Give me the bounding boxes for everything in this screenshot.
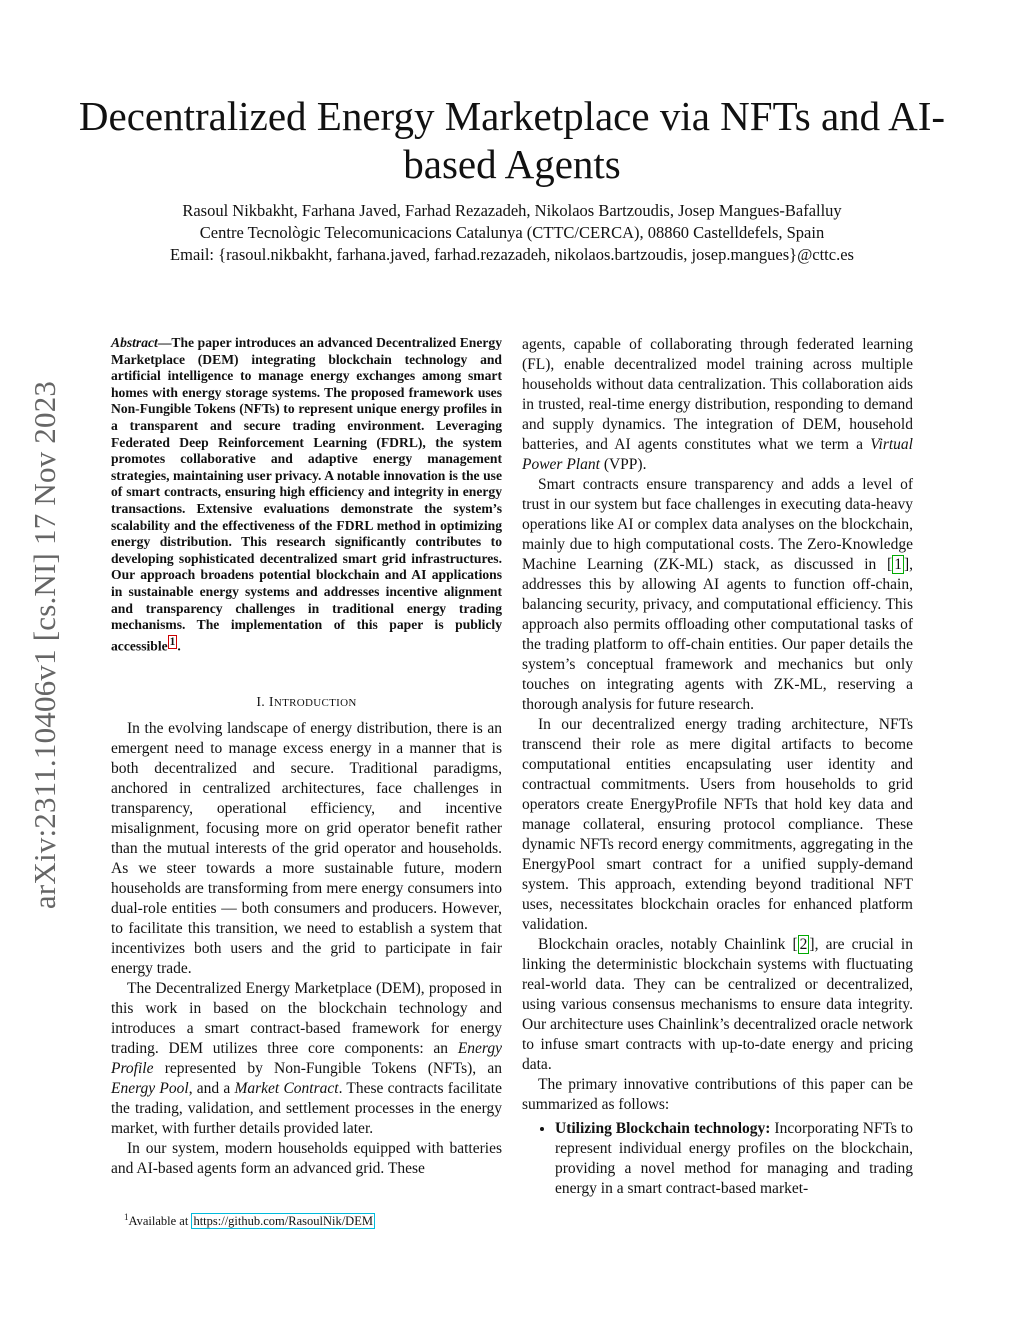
- author-emails: Email: {rasoul.nikbakht, farhana.javed, farhad.rezazadeh, nikolaos.bartzoudis, josep.mangues}@cttc.es: [170, 245, 854, 264]
- author-block: [60, 200, 964, 266]
- contribution-list: [522, 1119, 913, 1199]
- intro-paragraph-3: In our system, modern households equipped with batteries and AI-based agents form an advanced grid. These: [111, 1139, 502, 1177]
- term-energy-profile: Energy Profile: [111, 1039, 502, 1077]
- paper-title: Decentralized Energy Marketplace via NFTs and AI-based Agents: [78, 93, 946, 187]
- abstract-text: —The paper introduces an advanced Decentralized Energy Marketplace (DEM) integrating blockchain technology and artificial intelligence to manage energy exchanges among smart homes with energy storage systems. The proposed framework uses Non-Fungible Tokens (NFTs) to represent unique energy profiles in a transparent and secure trading environment. Leveraging Federated Deep Reinforcement Learning (FDRL), the system promotes collaborative and adaptive energy management strategies, maintaining user privacy. A notable innovation is the use of smart contracts, ensuring high efficiency and integrity in energy transactions. Extensive evaluations demonstrate the system’s scalability and the effectiveness of the FDRL method in optimizing energy distribution. This research significantly contributes to developing sophisticated decentralized smart grid infrastructures. Our approach broadens potential blockchain and AI applications in sustainable energy systems and addresses incentive alignment and transparency challenges in traditional energy trading mechanisms. The implementation of this paper is publicly accessible: [111, 335, 502, 654]
- right-paragraph-5: The primary innovative contributions of this paper can be summarized as follows:: [522, 1076, 913, 1113]
- arxiv-identifier: arXiv:2311.10406v1 [cs.NI] 17 Nov 2023: [27, 380, 62, 910]
- right-paragraph-2: Smart contracts ensure transparency and adds a level of trust in our system but face challenges in executing data-heavy operations like AI or complex data analyses on the blockchain, mainly due to high computational costs. The Zero-Knowledge Machine Learning (ZK-ML) stack, as discussed in [ 1 ], addresses this by allowing AI agents to function off-chain, balancing security, privacy, and computational efficiency. This approach also permits offloading other computational tasks of the trading platform to off-chain entities. Our paper details the system’s conceptual framework and mechanics but only touches on integrating agents with ZK-ML, reserving a thorough analysis for future research.: [522, 476, 913, 713]
- abstract: [111, 335, 502, 655]
- arxiv-sidebar: [21, 350, 69, 940]
- abstract-label: Abstract: [111, 335, 158, 350]
- github-link[interactable]: https://github.com/RasoulNik/DEM: [193, 1214, 373, 1229]
- affiliation: Centre Tecnològic Telecomunicacions Catalunya (CTTC/CERCA), 08860 Castelldefels, Spain: [199, 223, 825, 242]
- section-number: I.: [256, 694, 266, 710]
- section-title-initial: I: [268, 694, 274, 710]
- footnote-text: Available at: [128, 1214, 192, 1229]
- abstract-end: .: [177, 638, 181, 654]
- section-title-rest: NTRODUCTION: [273, 696, 357, 709]
- footnote-link[interactable]: 1: [169, 635, 176, 648]
- intro-paragraph-2: The Decentralized Energy Marketplace (DEM), proposed in this work in based on the blockchain technology and introduces a smart contract-based framework for energy trading. DEM utilizes three core components: an Energy Profile represented by Non-Fungible Tokens (NFTs), an Energy Pool, and a Market Contract. These contracts facilitate the trading, validation, and settlement processes in the energy market, with further details provided later.: [111, 979, 502, 1137]
- section-heading-introduction: [111, 695, 502, 711]
- citation-link-1[interactable]: 1: [894, 556, 902, 573]
- bullet-heading: Utilizing Blockchain technology:: [555, 1120, 771, 1137]
- term-virtual-power-plant: Virtual Power Plant: [522, 436, 913, 473]
- term-energy-pool: Energy Pool: [111, 1079, 189, 1097]
- citation-link-2[interactable]: 2: [799, 936, 808, 953]
- intro-paragraph-1: In the evolving landscape of energy distribution, there is an emergent need to manage excess energy in a manner that is both decentralized and secure. Traditional paradigms, anchored in centralized architectures, face challenges in transparency, operational efficiency, and incentive misalignment, focusing more on grid operator benefit rather than the mutual interests of the grid operator and households. As we steer towards a more sustainable future, modern households are transforming from mere energy consumers into dual-role entities — both consumers and producers. However, to facilitate this transition, we need to establish a system that incentivizes both users and the grid to participate in fair energy trade.: [111, 719, 502, 977]
- footnote-mark: 1: [124, 1212, 129, 1222]
- left-column: [111, 335, 502, 1179]
- right-paragraph-4: Blockchain oracles, notably Chainlink [ 2 ], are crucial in linking the deterministic blockchain systems with fluctuating real-world data. They can be centralized or decentralized, using various consensus mechanisms to ensure data integrity. Our architecture uses Chainlink’s decentralized oracle network to infuse smart contracts with up-to-date energy and pricing data.: [522, 936, 913, 1073]
- author-names: Rasoul Nikbakht, Farhana Javed, Farhad Rezazadeh, Nikolaos Bartzoudis, Josep Mangues-Bafalluy: [182, 201, 842, 220]
- footnote: [124, 1212, 375, 1229]
- list-item: • Utilizing Blockchain technology: Incorporating NFTs to represent individual energy profiles on the blockchain, providing a novel method for managing and trading energy in a smart contract-based market-: [555, 1119, 913, 1199]
- right-paragraph-1: agents, capable of collaborating through federated learning (FL), enable decentralized model training across multiple households without data centralization. This collaboration aids in trusted, real-time energy distribution, responding to demand and supply dynamics. The integration of DEM, household batteries, and AI agents constitutes what we term a Virtual Power Plant (VPP).: [522, 336, 913, 473]
- term-market-contract: Market Contract: [234, 1079, 339, 1097]
- right-paragraph-3: In our decentralized energy trading architecture, NFTs transcend their role as mere digital artifacts to become computational entities encapsulating user identity and contractual commitments. Users from households to grid operators create EnergyProfile NFTs that hold key data and manage collateral, ensuring protocol compliance. These dynamic NFTs record energy commitments, aggregating in the EnergyPool smart contract for a unified supply-demand system. This approach, extending beyond traditional NFT uses, necessitates blockchain oracles for enhanced platform validation.: [522, 716, 913, 933]
- right-column: [522, 335, 913, 1199]
